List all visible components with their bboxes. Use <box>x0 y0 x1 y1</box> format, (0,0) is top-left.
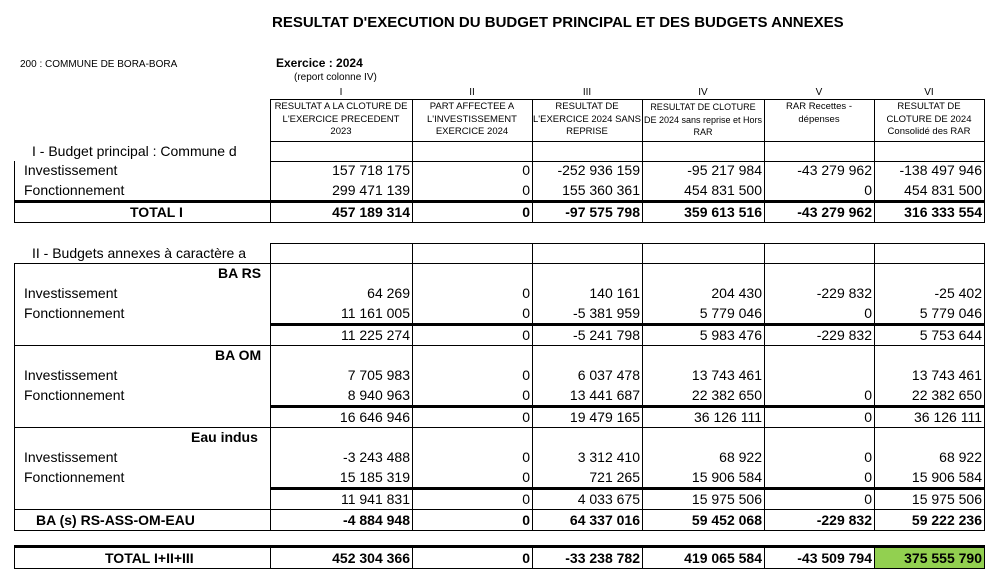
grid-line <box>270 323 984 326</box>
grid-line <box>270 99 271 223</box>
group-name: BA RS <box>218 265 262 281</box>
subtotal-cell: 0 <box>864 409 872 425</box>
subtotal-cell: 5 753 644 <box>919 327 982 343</box>
grid-line <box>764 545 765 569</box>
report-note: (report colonne IV) <box>294 72 377 83</box>
grid-line <box>14 427 984 428</box>
subtotal-cell: 15 975 506 <box>911 491 982 507</box>
total-label: TOTAL I <box>130 204 183 220</box>
table-cell: 7 705 983 <box>347 367 410 383</box>
table-cell: -229 832 <box>816 285 872 301</box>
grid-line <box>642 99 643 223</box>
grid-line <box>270 545 271 569</box>
total-cell: 457 189 314 <box>332 204 410 220</box>
subtotal-cell: 36 126 111 <box>914 409 982 425</box>
grand-total-cell: 375 555 790 <box>904 550 982 566</box>
table-cell: 11 161 005 <box>340 305 410 321</box>
col-header-2: PART AFFECTEE A L'INVESTISSEMENT EXERCICE 2024 <box>427 101 517 137</box>
grid-line <box>270 161 984 162</box>
subtotal-cell: 11 225 274 <box>340 327 410 343</box>
grid-line <box>270 405 984 408</box>
total-cell: 59 452 068 <box>691 512 762 528</box>
grid-line <box>874 545 875 569</box>
total-cell: 59 222 236 <box>911 512 982 528</box>
col-roman-2: II <box>469 87 475 98</box>
grid-line <box>532 99 533 223</box>
grid-line <box>14 200 984 203</box>
grid-line <box>14 263 15 531</box>
grid-line <box>412 243 413 531</box>
table-cell: 5 779 046 <box>699 305 762 321</box>
total-cell: 316 333 554 <box>904 204 982 220</box>
subtotal-cell: 4 033 675 <box>577 491 640 507</box>
table-cell: 157 718 175 <box>332 162 410 178</box>
grid-line <box>984 545 985 569</box>
row-label: Investissement <box>24 162 118 178</box>
table-cell: -95 217 984 <box>687 162 762 178</box>
subtotal-cell: 0 <box>522 327 530 343</box>
subtotal-cell: 11 941 831 <box>340 491 410 507</box>
grand-total-cell: 0 <box>522 550 530 566</box>
total-cell: 0 <box>522 512 530 528</box>
subtotal-cell: 5 983 476 <box>699 327 762 343</box>
table-cell: -3 243 488 <box>343 449 410 465</box>
row-label: Fonctionnement <box>24 182 125 198</box>
subtotal-cell: 0 <box>522 491 530 507</box>
total-label: BA (s) RS-ASS-OM-EAU <box>36 512 195 528</box>
grid-line <box>412 99 413 223</box>
table-cell: 140 161 <box>589 285 640 301</box>
grand-total-cell: 419 065 584 <box>684 550 762 566</box>
subtotal-cell: 0 <box>522 409 530 425</box>
grid-line <box>270 141 984 142</box>
section1-label: I - Budget principal : Commune d <box>32 143 237 159</box>
grid-line <box>874 243 875 531</box>
table-cell: 15 906 584 <box>911 469 982 485</box>
grid-line <box>764 99 765 223</box>
page-title: RESULTAT D'EXECUTION DU BUDGET PRINCIPAL ET DES BUDGETS ANNEXES <box>272 14 844 31</box>
table-cell: 0 <box>522 449 530 465</box>
col-roman-5: V <box>815 87 823 98</box>
col-roman-6: VI <box>924 87 934 98</box>
table-cell: 0 <box>522 387 530 403</box>
row-label: Investissement <box>24 367 118 383</box>
row-label: Investissement <box>24 449 118 465</box>
table-cell: 299 471 139 <box>332 182 410 198</box>
table-cell: 0 <box>522 367 530 383</box>
subtotal-cell: -229 832 <box>816 327 872 343</box>
table-cell: 0 <box>522 162 530 178</box>
col-header-1: RESULTAT A LA CLOTURE DE L'EXERCICE PRECEDENT 2023 <box>274 101 408 137</box>
table-cell: 13 743 461 <box>911 367 982 383</box>
subtotal-cell: 16 646 946 <box>339 409 410 425</box>
table-cell: 454 831 500 <box>904 182 982 198</box>
subtotal-cell: -5 241 798 <box>573 327 640 343</box>
commune-label: 200 : COMMUNE DE BORA-BORA <box>20 59 178 70</box>
grid-line <box>270 487 984 490</box>
col-roman-3: III <box>582 87 592 98</box>
grid-line <box>532 243 533 531</box>
table-cell: -43 279 962 <box>797 162 872 178</box>
table-cell: -25 402 <box>934 285 982 301</box>
grid-line <box>14 545 15 569</box>
table-cell: 5 779 046 <box>919 305 982 321</box>
grid-line <box>984 99 985 223</box>
grid-line <box>14 161 15 223</box>
subtotal-cell: 19 479 165 <box>569 409 640 425</box>
table-cell: 13 743 461 <box>691 367 762 383</box>
table-cell: 454 831 500 <box>684 182 762 198</box>
grand-total-cell: 452 304 366 <box>332 550 410 566</box>
grid-line <box>14 530 984 531</box>
grand-total-cell: -43 509 794 <box>797 550 872 566</box>
grid-line <box>764 243 765 531</box>
table-cell: 0 <box>864 182 872 198</box>
table-cell: 0 <box>864 469 872 485</box>
total-cell: -4 884 948 <box>343 512 410 528</box>
total-cell: -97 575 798 <box>565 204 640 220</box>
subtotal-cell: 15 975 506 <box>691 491 762 507</box>
grid-line <box>14 263 984 264</box>
table-cell: 22 382 650 <box>691 387 762 403</box>
table-cell: 15 185 319 <box>339 469 410 485</box>
table-cell: -138 497 946 <box>899 162 982 178</box>
grid-line <box>642 243 643 531</box>
row-label: Fonctionnement <box>24 305 125 321</box>
table-cell: -252 936 159 <box>557 162 640 178</box>
table-cell: 15 906 584 <box>691 469 762 485</box>
subtotal-cell: 36 126 111 <box>694 409 762 425</box>
col-header-5: RAR Recettes - dépenses <box>786 101 852 125</box>
section2-label: II - Budgets annexes à caractère a <box>32 245 247 261</box>
grand-total-label: TOTAL I+II+III <box>105 550 194 566</box>
row-label: Fonctionnement <box>24 387 125 403</box>
table-cell: 64 269 <box>367 285 410 301</box>
table-cell: 0 <box>864 449 872 465</box>
row-label: Investissement <box>24 285 118 301</box>
grid-line <box>14 222 984 223</box>
table-cell: 0 <box>522 285 530 301</box>
col-header-4: RESULTAT DE CLOTURE DE 2024 sans reprise et Hors RAR <box>643 102 763 137</box>
table-cell: 3 312 410 <box>577 449 640 465</box>
grid-line <box>984 243 985 531</box>
grand-total-cell: -33 238 782 <box>565 550 640 566</box>
table-cell: 0 <box>864 387 872 403</box>
table-cell: 0 <box>522 182 530 198</box>
group-name: BA OM <box>215 347 262 363</box>
table-cell: 13 441 687 <box>569 387 640 403</box>
grid-line <box>14 345 984 346</box>
table-cell: 0 <box>522 305 530 321</box>
total-cell: 0 <box>522 204 530 220</box>
grid-line <box>270 243 271 531</box>
total-cell: -43 279 962 <box>797 204 872 220</box>
col-header-6: RESULTAT DE CLOTURE DE 2024 Consolidé des RAR <box>886 101 972 137</box>
grid-line <box>270 243 984 244</box>
table-cell: 8 940 963 <box>347 387 410 403</box>
total-cell: 359 613 516 <box>684 204 762 220</box>
grid-line <box>270 99 984 100</box>
subtotal-cell: 0 <box>864 491 872 507</box>
table-cell: 6 037 478 <box>577 367 640 383</box>
col-header-3: RESULTAT DE L'EXERCICE 2024 SANS REPRISE <box>533 101 641 137</box>
table-cell: 0 <box>522 469 530 485</box>
table-cell: 155 360 361 <box>562 182 640 198</box>
grid-line <box>14 509 984 510</box>
total-cell: -229 832 <box>816 512 872 528</box>
table-cell: 68 922 <box>939 449 982 465</box>
table-cell: 721 265 <box>589 469 640 485</box>
grid-line <box>14 568 984 569</box>
grid-line <box>642 545 643 569</box>
total-cell: 64 337 016 <box>569 512 640 528</box>
row-label: Fonctionnement <box>24 469 125 485</box>
table-cell: -5 381 959 <box>573 305 640 321</box>
group-name: Eau indus <box>191 429 258 445</box>
exercice-label: Exercice : 2024 <box>276 56 363 70</box>
grid-line <box>532 545 533 569</box>
col-roman-4: IV <box>698 87 708 98</box>
table-cell: 204 430 <box>711 285 762 301</box>
col-roman-1: I <box>339 87 343 98</box>
table-cell: 22 382 650 <box>911 387 982 403</box>
table-cell: 68 922 <box>719 449 762 465</box>
grid-line <box>874 99 875 223</box>
grid-line <box>14 545 984 548</box>
table-cell: 0 <box>864 305 872 321</box>
grid-line <box>412 545 413 569</box>
